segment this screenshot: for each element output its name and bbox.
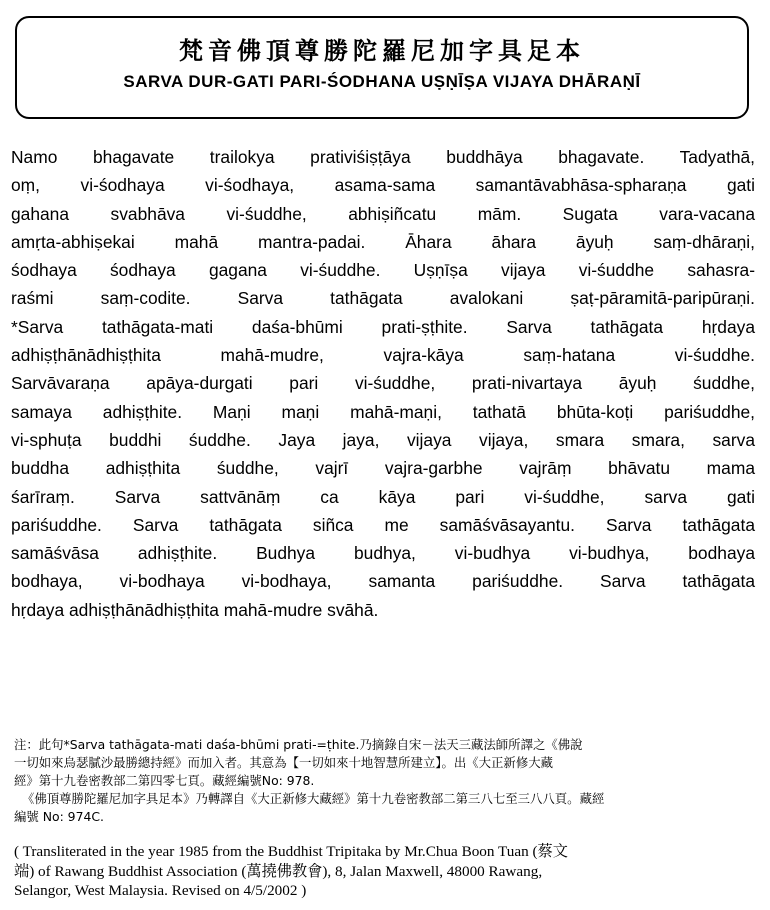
mantra-line: raśmi saṃ-codite. Sarva tathāgata avalokani ṣaṭ-pāramitā-paripūraṇi. xyxy=(11,288,755,309)
mantra-line: *Sarva tathāgata-mati daśa-bhūmi prati-ṣṭhite. Sarva tathāgata hṛdaya xyxy=(11,316,755,337)
mantra-line: Sarvāvaraṇa apāya-durgati pari vi-śuddhe, prati-nivartaya āyuḥ śuddhe, xyxy=(11,373,755,394)
mantra-line: pariśuddhe. Sarva tathāgata siñca me samāśvāsayantu. Sarva tathāgata xyxy=(11,514,755,535)
credit-line: ( Transliterated in the year 1985 from the Buddhist Tripitaka by Mr.Chua Boon Tuan (蔡文 xyxy=(14,843,568,860)
title-sanskrit: SARVA DUR-GATI PARI-ŚODHANA UṢṆĪṢA VIJAYA DHĀRAṆĪ xyxy=(123,72,641,91)
mantra-line: adhiṣṭhānādhiṣṭhita mahā-mudre, vajra-kāya saṃ-hatana vi-śuddhe. xyxy=(11,345,755,366)
credits-section xyxy=(14,842,754,901)
mantra-line: vi-sphuṭa buddhi śuddhe. Jaya jaya, vijaya vijaya, smara smara, sarva xyxy=(11,429,755,450)
mantra-line: samaya adhiṣṭhite. Maṇi maṇi mahā-maṇi, tathatā bhūta-koṭi pariśuddhe, xyxy=(11,401,755,422)
note-line: 注：此句*Sarva tathāgata-mati daśa-bhūmi prati-=ṭhite.乃摘錄自宋－法天三藏法師所譯之《佛說 xyxy=(14,737,583,752)
note-line: 《佛頂尊勝陀羅尼加字具足本》乃轉譯自《大正新修大藏經》第十九卷密教部二第三八七至三八八頁。藏經 xyxy=(22,791,605,806)
credit-line: Selangor, West Malaysia. Revised on 4/5/2002 ) xyxy=(14,882,307,899)
mantra-line: oṃ, vi-śodhaya vi-śodhaya, asama-sama samantāvabhāsa-spharaṇa gati xyxy=(11,175,755,196)
title-box xyxy=(15,16,749,119)
credit-line: 端) of Rawang Buddhist Association (萬撓佛教會), 8, Jalan Maxwell, 48000 Rawang, xyxy=(14,862,543,880)
mantra-line: samāśvāsa adhiṣṭhite. Budhya budhya, vi-budhya vi-budhya, bodhaya xyxy=(11,543,755,564)
mantra-line: Namo bhagavate trailokya prativiśiṣṭāya buddhāya bhagavate. Tadyathā, xyxy=(11,147,755,167)
mantra-line: śodhaya śodhaya gagana vi-śuddhe. Uṣṇīṣa vijaya vi-śuddhe sahasra- xyxy=(11,260,755,281)
note-line: 經》第十九卷密教部二第四零七頁。藏經編號No: 978. xyxy=(14,773,315,788)
note-line: 一切如來烏瑟膩沙最勝總持經》而加入者。其意為【一切如來十地智慧所建立】。出《大正新修大藏 xyxy=(14,755,553,770)
notes-section xyxy=(14,736,754,826)
title-chinese: 梵音佛頂尊勝陀羅尼加字具足本 xyxy=(179,36,585,65)
mantra-line: amṛta-abhiṣekai mahā mantra-padai. Āhara āhara āyuḥ saṃ-dhāraṇi, xyxy=(11,231,755,252)
mantra-line: hṛdaya adhiṣṭhānādhiṣṭhita mahā-mudre svāhā. xyxy=(11,599,379,620)
mantra-line: śarīraṃ. Sarva sattvānāṃ ca kāya pari vi-śuddhe, sarva gati xyxy=(11,486,755,507)
mantra-line: gahana svabhāva vi-śuddhe, abhiṣiñcatu mām. Sugata vara-vacana xyxy=(11,203,755,224)
mantra-line: bodhaya, vi-bodhaya vi-bodhaya, samanta pariśuddhe. Sarva tathāgata xyxy=(11,571,755,592)
mantra-line: buddha adhiṣṭhita śuddhe, vajrī vajra-garbhe vajrāṃ bhāvatu mama xyxy=(11,458,755,479)
note-line: 編號 No: 974C. xyxy=(14,809,104,824)
mantra-text xyxy=(11,143,755,624)
